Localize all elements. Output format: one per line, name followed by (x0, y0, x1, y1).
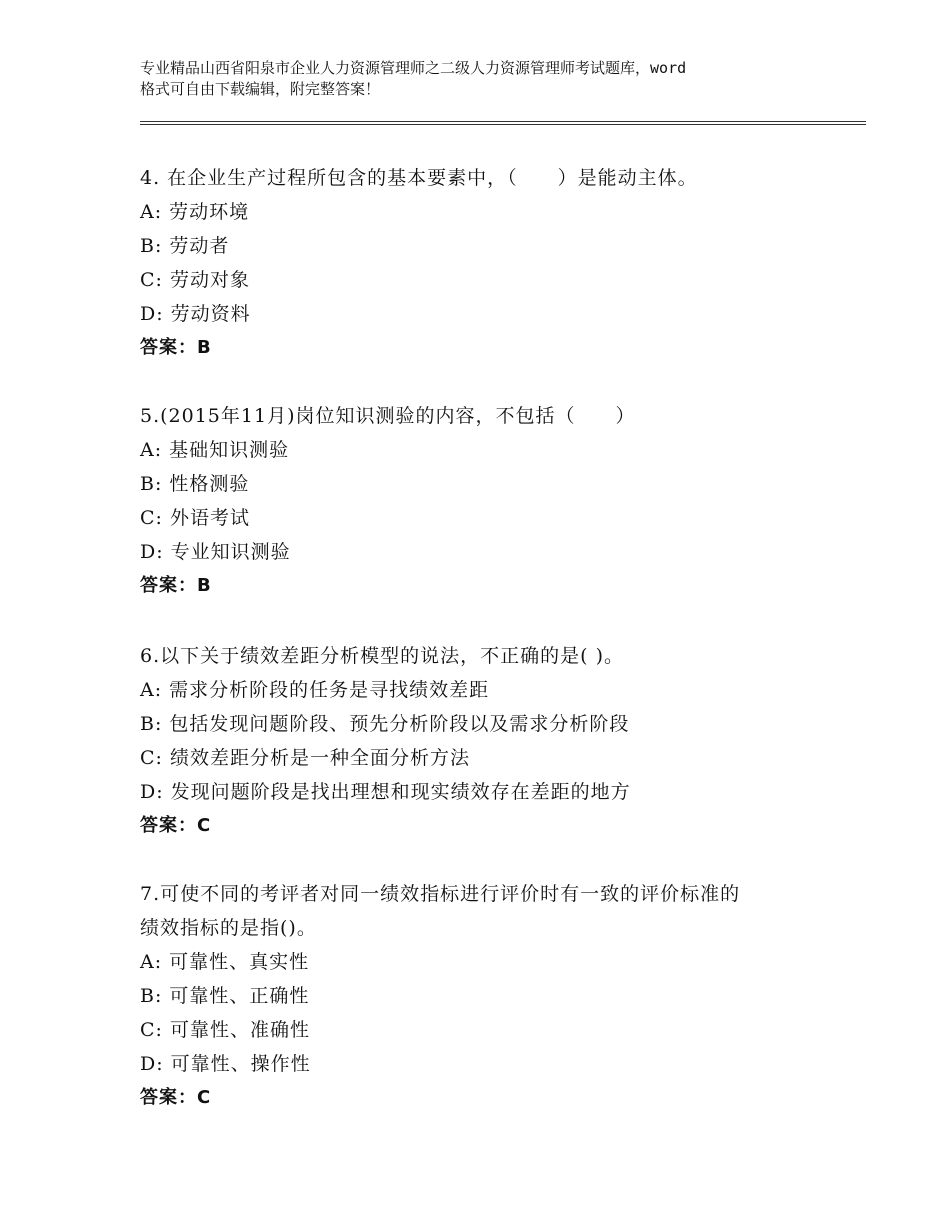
question-7 (140, 877, 840, 1115)
answer-label: 答案：B (140, 337, 212, 358)
option-d: D: 劳动资料 (140, 303, 251, 325)
answer-label: 答案：C (140, 815, 212, 836)
question-6 (140, 639, 840, 843)
option-d: D: 专业知识测验 (140, 541, 291, 563)
question-stem: 6.以下关于绩效差距分析模型的说法，不正确的是( )。 (140, 645, 624, 667)
question-stem-continued: 绩效指标的是指()。 (140, 917, 317, 939)
option-a: A: 劳动环境 (140, 201, 250, 223)
question-5 (140, 399, 840, 603)
header-divider-bottom (140, 124, 866, 125)
option-a: A: 可靠性、真实性 (140, 951, 310, 973)
option-c: C: 绩效差距分析是一种全面分析方法 (140, 747, 470, 769)
question-stem: 7.可使不同的考评者对同一绩效指标进行评价时有一致的评价标准的 (140, 883, 741, 905)
document-header (140, 58, 840, 100)
option-b: B: 性格测验 (140, 473, 250, 495)
question-stem: 5.(2015年11月)岗位知识测验的内容，不包括（ ） (140, 405, 636, 427)
header-line-2: 格式可自由下载编辑，附完整答案！ (140, 80, 381, 98)
option-c: C: 劳动对象 (140, 269, 250, 291)
answer-label: 答案：B (140, 575, 212, 596)
option-a: A: 需求分析阶段的任务是寻找绩效差距 (140, 679, 490, 701)
option-d: D: 发现问题阶段是找出理想和现实绩效存在差距的地方 (140, 781, 631, 803)
option-c: C: 可靠性、准确性 (140, 1019, 310, 1041)
question-4 (140, 161, 840, 365)
option-a: A: 基础知识测验 (140, 439, 290, 461)
option-b: B: 劳动者 (140, 235, 230, 257)
answer-label: 答案：C (140, 1087, 212, 1108)
option-d: D: 可靠性、操作性 (140, 1053, 311, 1075)
option-b: B: 可靠性、正确性 (140, 985, 310, 1007)
question-stem: 4. 在企业生产过程所包含的基本要素中，（ ）是能动主体。 (140, 167, 698, 189)
option-c: C: 外语考试 (140, 507, 250, 529)
header-line-1: 专业精品山西省阳泉市企业人力资源管理师之二级人力资源管理师考试题库，word (140, 59, 687, 77)
option-b: B: 包括发现问题阶段、预先分析阶段以及需求分析阶段 (140, 713, 630, 735)
header-divider-top (140, 121, 866, 122)
